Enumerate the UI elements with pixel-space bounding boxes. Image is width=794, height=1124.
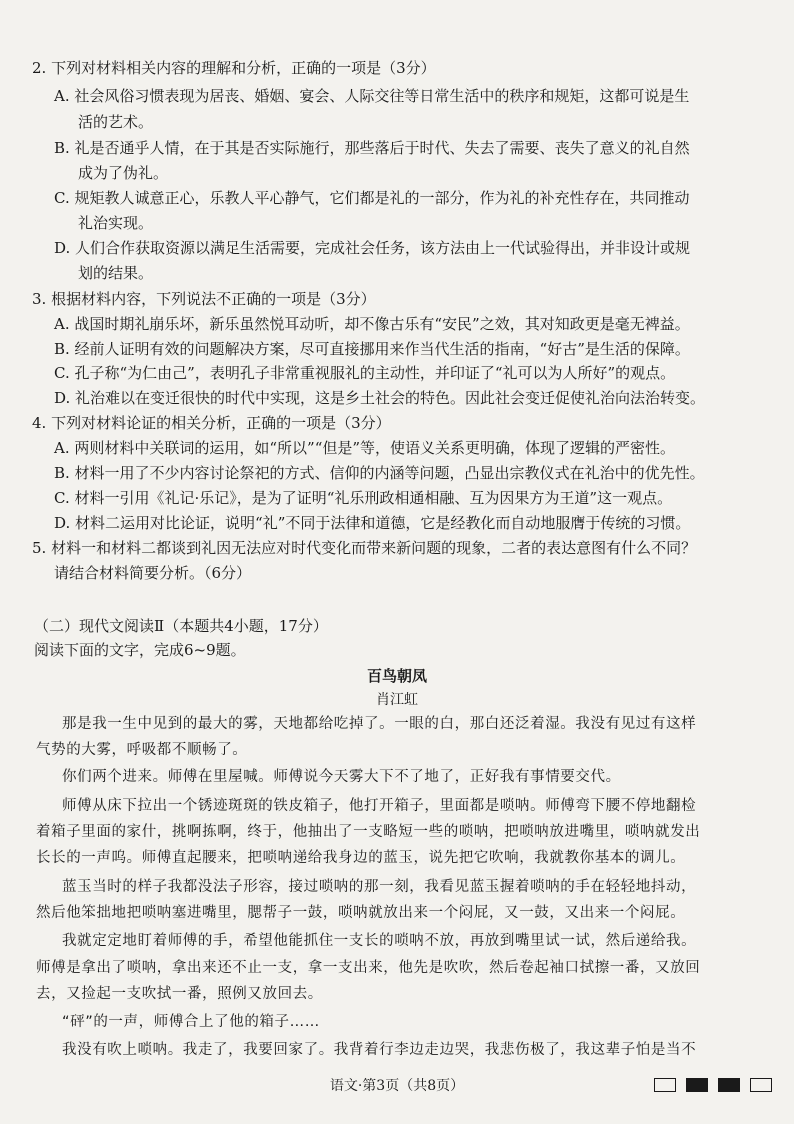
- story-paragraph-4-cont: 然后他笨拙地把唢呐塞进嘴里，腮帮子一鼓，唢呐就放出来一个闷屁，又一鼓，又出来一个闷屁。: [36, 905, 686, 921]
- story-paragraph-5-cont-1: 师傅是拿出了唢呐，拿出来还不止一支，拿一支出来，他先是吹吹，然后卷起袖口拭擦一番，又放回: [36, 960, 701, 976]
- story-paragraph-3: 师傅从床下拉出一个锈迹斑斑的铁皮箱子，他打开箱子，里面都是唢呐。师傅弯下腰不停地翻检: [62, 798, 697, 814]
- section-instruction: 阅读下面的文字，完成6~9题。: [34, 641, 246, 659]
- question-4-option-a: A. 两则材料中关联词的运用，如“所以”“但是”等，使语义关系更明确，体现了逻辑的严密性。: [54, 439, 676, 457]
- question-4-option-b: B. 材料一用了不少内容讨论祭祀的方式、信仰的内涵等问题，凸显出宗教仪式在礼治中的优先性。: [54, 464, 705, 482]
- question-2-option-b-cont: 成为了伪礼。: [78, 164, 169, 182]
- story-paragraph-7: 我没有吹上唢呐。我走了，我要回家了。我背着行李边走边哭，我悲伤极了，我这辈子怕是当不: [62, 1042, 697, 1058]
- marker-box-filled: [686, 1078, 708, 1092]
- story-paragraph-3-cont-2: 长长的一声呜。师傅直起腰来，把唢呐递给我身边的蓝玉，说先把它吹响，我就教你基本的调儿。: [36, 850, 686, 866]
- question-2-option-b: B. 礼是否通乎人情，在于其是否实际施行，那些落后于时代、失去了需要、丧失了意义的礼自然: [54, 139, 690, 157]
- story-paragraph-5-cont-2: 去，又捡起一支吹拭一番，照例又放回去。: [36, 986, 323, 1002]
- story-paragraph-1-cont: 气势的大雾，呼吸都不顺畅了。: [36, 742, 248, 758]
- question-3-option-c: C. 孔子称“为仁由己”，表明孔子非常重视服礼的主动性，并印证了“礼可以为人所好”的观点。: [54, 364, 676, 382]
- marker-box-empty: [654, 1078, 676, 1092]
- story-paragraph-1: 那是我一生中见到的最大的雾，天地都给吃掉了。一眼的白，那白还泛着湿。我没有见过有这样: [62, 716, 697, 732]
- story-paragraph-4: 蓝玉当时的样子我都没法子形容，接过唢呐的那一刻，我看见蓝玉握着唢呐的手在轻轻地抖动，: [62, 879, 697, 895]
- question-5-line-2: 请结合材料简要分析。（6分）: [54, 564, 252, 582]
- section-heading: （二）现代文阅读Ⅱ（本题共4小题，17分）: [34, 617, 328, 635]
- story-title: 百鸟朝凤: [366, 667, 427, 685]
- question-2-option-c-cont: 礼治实现。: [78, 214, 154, 232]
- marker-box-empty: [750, 1078, 772, 1092]
- question-3-option-d: D. 礼治难以在变迁很快的时代中实现，这是乡土社会的特色。因此社会变迁促使礼治向法治转变。: [54, 389, 706, 407]
- question-4-stem: 4. 下列对材料论证的相关分析，正确的一项是（3分）: [32, 414, 391, 432]
- question-2-stem: 2. 下列对材料相关内容的理解和分析，正确的一项是（3分）: [32, 59, 436, 77]
- story-paragraph-5: 我就定定地盯着师傅的手，希望他能抓住一支长的唢呐不放，再放到嘴里试一试，然后递给我。: [62, 933, 697, 949]
- question-2-option-a-cont: 活的艺术。: [78, 113, 154, 131]
- question-2-option-a: A. 社会风俗习惯表现为居丧、婚姻、宴会、人际交往等日常生活中的秩序和规矩，这都可说是生: [54, 87, 690, 105]
- page-footer: 语文·第3页（共8页）: [329, 1078, 465, 1094]
- marker-box-filled: [718, 1078, 740, 1092]
- question-2-option-c: C. 规矩教人诚意正心，乐教人平心静气，它们都是礼的一部分，作为礼的补充性存在，共同推动: [54, 189, 690, 207]
- question-3-stem: 3. 根据材料内容，下列说法不正确的一项是（3分）: [32, 290, 376, 308]
- story-paragraph-6: “砰”的一声，师傅合上了他的箱子……: [62, 1014, 320, 1030]
- question-5-line-1: 5. 材料一和材料二都谈到礼因无法应对时代变化而带来新问题的现象，二者的表达意图有什么不同？: [32, 539, 697, 557]
- story-author: 肖江虹: [376, 692, 418, 708]
- question-4-option-c: C. 材料一引用《礼记·乐记》，是为了证明“礼乐刑政相通相融、互为因果方为王道”这一观点。: [54, 489, 673, 507]
- question-3-option-a: A. 战国时期礼崩乐坏，新乐虽然悦耳动听，却不像古乐有“安民”之效，其对知政更是毫无裨益。: [54, 315, 690, 333]
- story-paragraph-3-cont-1: 着箱子里面的家什，挑啊拣啊，终于，他抽出了一支略短一些的唢呐，把唢呐放进嘴里，唢呐就发出: [36, 824, 701, 840]
- page-marker-boxes: [654, 1078, 772, 1092]
- question-2-option-d-cont: 划的结果。: [78, 264, 154, 282]
- question-3-option-b: B. 经前人证明有效的问题解决方案，尽可直接挪用来作当代生活的指南，“好古”是生活的保障。: [54, 340, 690, 358]
- question-4-option-d: D. 材料二运用对比论证，说明“礼”不同于法律和道德，它是经教化而自动地服膺于传统的习惯。: [54, 514, 691, 532]
- story-paragraph-2: 你们两个进来。师傅在里屋喊。师傅说今天雾大下不了地了，正好我有事情要交代。: [62, 769, 621, 785]
- question-2-option-d: D. 人们合作获取资源以满足生活需要，完成社会任务，该方法由上一代试验得出，并非设计或规: [54, 239, 691, 257]
